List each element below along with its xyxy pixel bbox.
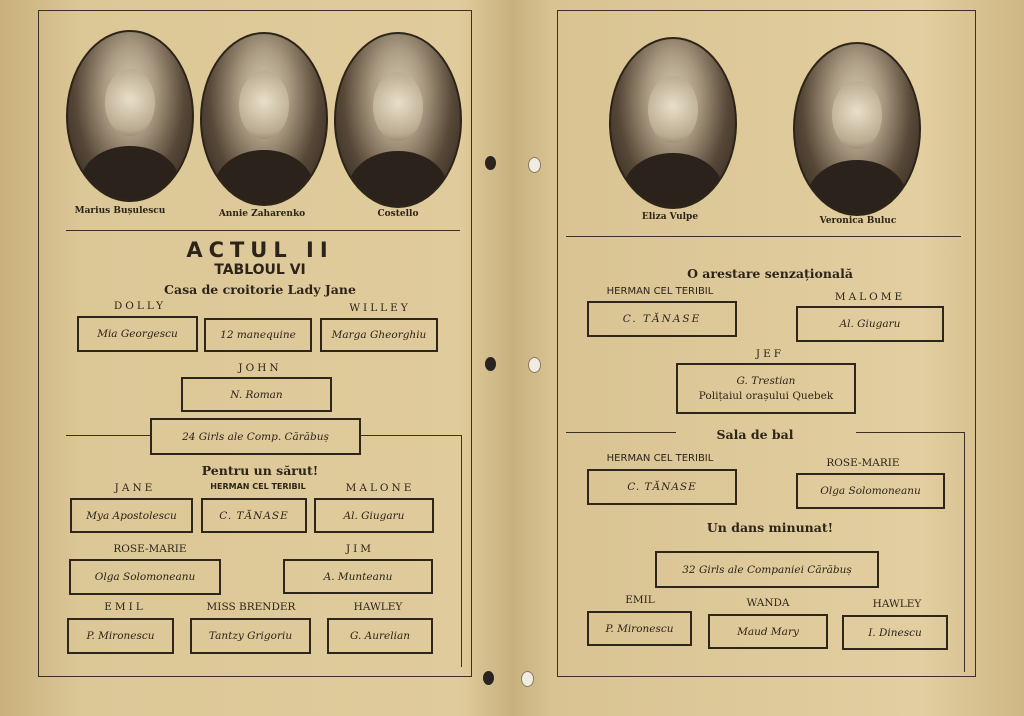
portrait-caption: Marius Bușulescu [74, 206, 166, 216]
role-label: WANDA [746, 597, 790, 609]
actor-box: C. TĂNASE [201, 498, 307, 533]
role-label: WILLEY [349, 302, 411, 314]
scene-title: O arestare senzațională [687, 266, 853, 281]
portrait-caption: Veronica Buluc [819, 216, 897, 226]
actor-box: 24 Girls ale Comp. Cărăbuș [150, 418, 361, 455]
actor-box: Olga Solomoneanu [69, 559, 221, 595]
actor-box [676, 363, 856, 414]
role-label: JOHN [238, 362, 282, 374]
actor-box: Mya Apostolescu [70, 498, 193, 533]
portrait-caption: Eliza Vulpe [641, 212, 699, 222]
role-description: Polițaiul orașului Quebek [698, 389, 834, 402]
role-label: ROSE-MARIE [113, 543, 187, 555]
actor-box: Maud Mary [708, 614, 828, 649]
binding-hole [521, 671, 534, 687]
divider [566, 236, 961, 237]
binding-hole [528, 357, 541, 373]
scene-title: Casa de croitorie Lady Jane [164, 282, 356, 297]
actor-box: Mia Georgescu [77, 316, 198, 352]
actor-box: Al. Giugaru [796, 306, 944, 342]
actor-box: P. Mironescu [587, 611, 692, 646]
actor-box: Olga Solomoneanu [796, 473, 945, 509]
role-label: JANE [114, 482, 156, 494]
actor-box: C. TĂNASE [587, 469, 737, 505]
actor-name: G. Trestian [736, 374, 796, 387]
divider [461, 435, 462, 667]
role-label: JIM [345, 543, 375, 555]
portrait-caption: Costello [377, 209, 419, 219]
divider [856, 432, 964, 433]
act-title: ACTUL II [186, 238, 334, 262]
role-label: HERMAN CEL TERIBIL [606, 453, 714, 464]
portrait-costello [334, 32, 462, 208]
role-label: DOLLY [113, 300, 167, 312]
divider [361, 435, 461, 436]
role-label: JEF [755, 348, 785, 360]
scene-title: Un dans minunat! [706, 520, 834, 535]
portrait-veronica-buluc [793, 42, 921, 216]
binding-hole [485, 357, 496, 371]
actor-box: 12 manequine [204, 318, 312, 352]
role-label: HERMAN CEL TERIBIL [210, 482, 306, 491]
role-label: EMIL [625, 594, 655, 606]
actor-box: A. Munteanu [283, 559, 433, 594]
tableau-title: TABLOUL VI [214, 262, 306, 278]
role-label: HAWLEY [353, 601, 403, 613]
role-label: EMIL [104, 601, 146, 613]
role-label: MALONE [345, 482, 415, 494]
role-label: HERMAN CEL TERIBIL [606, 286, 714, 297]
role-label: ROSE-MARIE [826, 457, 900, 469]
portrait-marius-busulescu [66, 30, 194, 202]
actor-box: Tantzy Grigoriu [190, 618, 311, 654]
actor-box: P. Mironescu [67, 618, 174, 654]
scene-title: Pentru un sărut! [201, 463, 319, 478]
actor-box: N. Roman [181, 377, 332, 412]
role-label: HAWLEY [872, 598, 922, 610]
actor-box: Marga Gheorghiu [320, 318, 438, 352]
binding-hole [483, 671, 494, 685]
actor-box: Al. Giugaru [314, 498, 434, 533]
role-label: MISS BRENDER [206, 601, 296, 613]
portrait-annie-zaharenko [200, 32, 328, 206]
binding-hole [485, 156, 496, 170]
divider [66, 230, 460, 231]
role-label: MALOME [834, 291, 906, 303]
binding-hole [528, 157, 541, 173]
divider [66, 435, 150, 436]
scene-title: Sala de bal [716, 427, 794, 442]
actor-box: G. Aurelian [327, 618, 433, 654]
portrait-eliza-vulpe [609, 37, 737, 209]
actor-box: C. TĂNASE [587, 301, 737, 337]
actor-box: 32 Girls ale Companiei Cărăbuș [655, 551, 879, 588]
actor-box: I. Dinescu [842, 615, 948, 650]
divider [566, 432, 676, 433]
portrait-caption: Annie Zaharenko [218, 209, 306, 219]
divider [964, 432, 965, 672]
